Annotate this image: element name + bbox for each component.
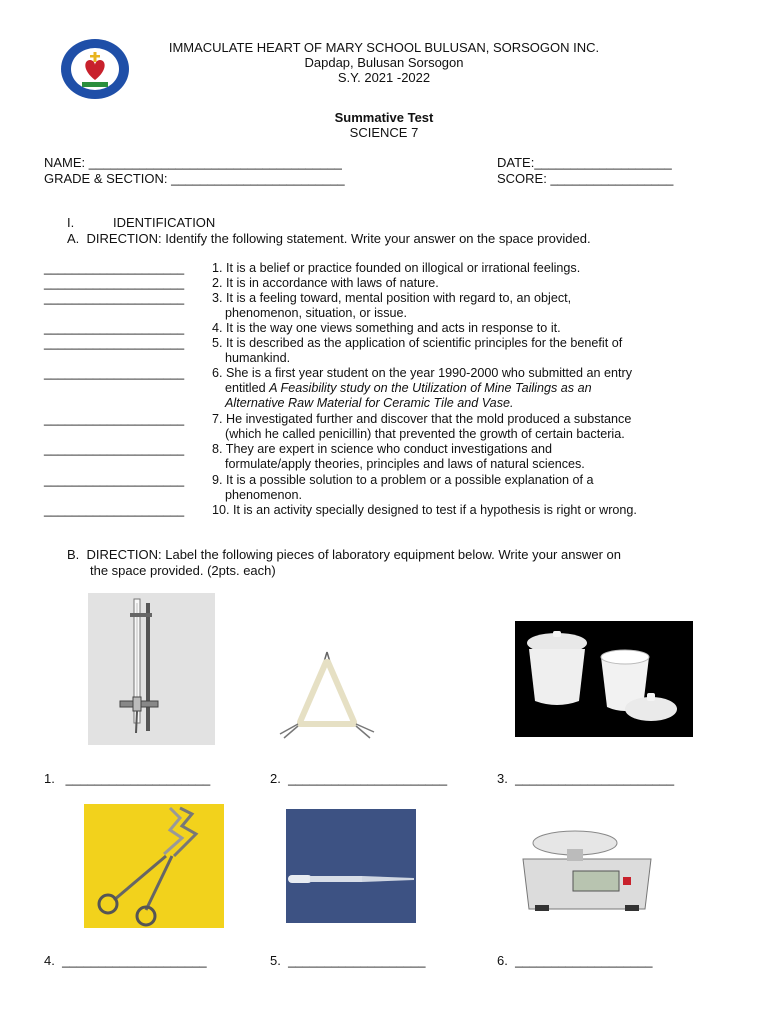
part2-direction: B. DIRECTION: Label the following pieces of laboratory equipment below. Write your answer on [67,547,621,562]
item-text: 9. It is a possible solution to a problem or a possible explanation of a phenomenon. [212,473,594,503]
digital-balance-image [517,819,657,919]
answer-line-3[interactable]: 3. ______________________ [497,771,675,786]
pipette-image [286,809,416,923]
answer-blank[interactable]: ____________________ [44,366,185,380]
date-field[interactable]: DATE:___________________ [497,155,672,170]
item-text: 1. It is a belief or practice founded on illogical or irrational feelings. [212,261,581,275]
answer-line-4[interactable]: 4. ____________________ [44,953,207,968]
school-year: S.Y. 2021 -2022 [337,70,431,85]
part1-heading: IDENTIFICATION [113,215,216,230]
score-field[interactable]: SCORE: _________________ [497,171,674,186]
answer-blank[interactable]: ____________________ [44,442,185,456]
answer-line-2[interactable]: 2. ______________________ [270,771,448,786]
test-title: Summative Test [334,110,434,125]
buret-image [88,593,215,745]
crucible-image [515,621,693,737]
item-text: 8. They are expert in science who conduct investigations and formulate/apply theories, principles and laws of natural sciences. [212,442,585,472]
grade-section-field[interactable]: GRADE & SECTION: ________________________ [44,171,345,186]
crucible-tongs-image [84,804,224,928]
item-text: 5. It is described as the application of scientific principles for the benefit of humankind. [212,336,623,366]
answer-line-5[interactable]: 5. ___________________ [270,953,426,968]
answer-blank[interactable]: ____________________ [44,291,185,305]
school-address: Dapdap, Bulusan Sorsogon [304,55,464,70]
answer-blank[interactable]: ____________________ [44,336,185,350]
answer-blank[interactable]: ____________________ [44,261,185,275]
clay-triangle-image [278,648,376,744]
item-text: 4. It is the way one views something and acts in response to it. [212,321,561,335]
name-field[interactable]: NAME: ___________________________________ [44,155,342,170]
answer-blank[interactable]: ____________________ [44,412,185,426]
answer-blank[interactable]: ____________________ [44,473,185,487]
item-text: 10. It is an activity specially designed to test if a hypothesis is right or wrong. [212,503,637,517]
answer-line-6[interactable]: 6. ___________________ [497,953,653,968]
answer-blank[interactable]: ____________________ [44,321,185,335]
part2-direction-cont: the space provided. (2pts. each) [90,563,276,578]
item-text: 6. She is a first year student on the year 1990-2000 who submitted an entry entitled A Feasibility study on the Utilization of Mine Tailings as an Alternative Raw Material for Ceramic Tile and Vase. [212,366,633,411]
answer-line-1[interactable]: 1. ____________________ [44,771,211,786]
item-text: 7. He investigated further and discover that the mold produced a substance (which he called penicillin) that prevented the growth of certain bacteria. [212,412,632,442]
part1-number: I. [67,215,75,230]
answer-blank[interactable]: ____________________ [44,276,185,290]
item-text: 3. It is a feeling toward, mental position with regard to, an object, phenomenon, situation, or issue. [212,291,572,321]
school-name: IMMACULATE HEART OF MARY SCHOOL BULUSAN, SORSOGON INC. [168,40,600,55]
answer-blank[interactable]: ____________________ [44,503,185,517]
item-text: 2. It is in accordance with laws of nature. [212,276,439,290]
test-subject: SCIENCE 7 [349,125,419,140]
part1-direction: A. DIRECTION: Identify the following statement. Write your answer on the space provided. [67,231,591,246]
